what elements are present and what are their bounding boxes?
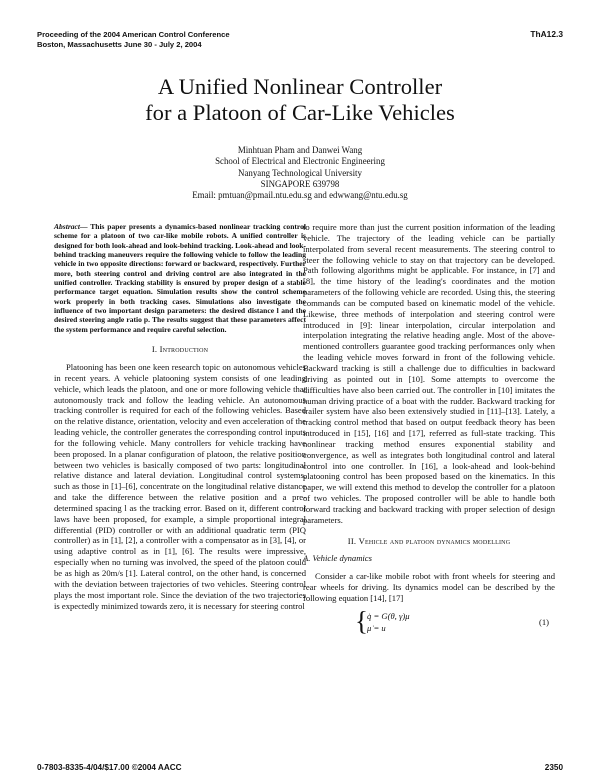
page-number: 2350: [544, 763, 563, 772]
author-email: Email: pmtuan@pmail.ntu.edu.sg and edwwang@ntu.edu.sg: [192, 190, 408, 201]
equation-number: (1): [538, 616, 549, 627]
subsection-heading: A. Vehicle dynamics: [303, 553, 372, 564]
equation-line-1: q̇ = G(θ, γ)μ: [367, 610, 410, 621]
author-names: Minhtuan Pham and Danwei Wang: [237, 145, 363, 155]
conference-location: Boston, Massachusetts June 30 - July 2, 2004: [37, 39, 202, 49]
title-line-1: A Unified Nonlinear Controller: [157, 74, 443, 99]
dynamics-paragraph: Consider a car-like mobile robot with front wheels for steering and rear wheels for driving. Its dynamics model can be described by the following equation [14], [17]: [303, 571, 555, 603]
page-footer: [37, 763, 563, 772]
section-heading-introduction: [54, 344, 306, 355]
section-heading-dynamics: [303, 536, 555, 547]
section-title: Vehicle and platoon dynamics modelling: [358, 535, 511, 546]
intro-paragraph-1: Platooning has been one keen research topic on autonomous vehicles in recent years. A vehicle platooning system consists of one leading vehicle, which leads the platoon, and one or more following vehicle that autonomously track and follow the leading vehicle. An autonomous tracking controller is required for each of the following vehicles. Based on the relative distance, orientation, velocity and even acceleration of the leading vehicle, the controller generates the corresponding control inputs for the following vehicle. Many controllers for vehicle tracking have been proposed. In a planar configuration of platoon, the relative position between two vehicles is basically composed of two parts: longitudinal relative distance and lateral deviation. Longitudinal control systems, such as those in [1]–[6], concentrate on the longitudinal relative distance and take the difference between the relative position and a pre-determined spacing l as the tracking error. Based on it, different control laws have been proposed, for example, a simple proportional integral differential (PID) controller or with an additional quadratic term (PIQ controller) as in [1], [2], a controller with a compensator as in [3], [4], or using adaptive control as in [1], [6]. The results were impressive, especially when no turning was involved, the speed of the platoon could be as high as 20m/s [1]. Lateral control, on the other hand, is concerned with the deviation between trajectories of two vehicles. Steering control plays the most important role. Since the deviation of the two trajectories is expectedly minimized towards zero, it is necessary for steering control: [54, 361, 306, 611]
left-column: [54, 222, 306, 611]
affiliation-country: SINGAPORE 639798: [260, 178, 340, 189]
equation-1: [303, 605, 555, 636]
author-block: [0, 145, 600, 201]
section-title: Introduction: [159, 344, 209, 355]
abstract-text: — This paper presents a dynamics-based nonlinear tracking control scheme for a platoon of two car-like mobile robots. A unified controller is designed for both look-ahead and look-behind tracking. Look-ahead and look-behind tracking maneuvers require the following vehicle to follow the leading vehicle in two opposite directions: forward or backward, respectively. Further more, both steering control and driving control are also integrated in the unified controller. Tracking stability is ensured by proper design of a stable performance target equation. Simulation results show the control scheme work properly in both tracking cases. Simulations also investigate the influence of two important design parameters: the desired distance l and the desired steering angle ratio p. The results suggest that these parameters affect the system performance and require careful selection.: [54, 222, 306, 334]
affiliation-university: Nanyang Technological University: [238, 167, 362, 178]
equation-line-2: μ̇ = u: [367, 622, 386, 633]
abstract: [54, 222, 306, 334]
session-code: ThA12.3: [530, 29, 563, 39]
section-number: II.: [347, 535, 357, 546]
conference-name: Proceeding of the 2004 American Control Conference: [37, 30, 230, 39]
intro-paragraph-2: to require more than just the current position information of the leading vehicle. The trajectory of the leading vehicle can be partially interpolated from several recent measurements. The steering control to steer the following vehicle to stay on that trajectory can be developed. Path following algorithms might be applicable. For instance, in [7] and [8], the time history of the leading's coordinates and the motion parameters of the following vehicle are recorded. Using this, the steering commands can be computed based on kinematic model of the vehicle. Likewise, three methods of interpolation and steering control were introduced in [9]: linear interpolation, circular interpolation and interpolation integrating the relative heading angle. Most of the above-mentioned controllers guarantee good tracking performances only when the leading vehicle moves forward in front of the following vehicle. Backward tracking is still a challenge due to difficulties in backward driving as pointed out in [10]. Some attempts to overcome the difficulties have also been carried out. The controller in [10] imitates the human driving practice of a boat with the rudder. Backward tracking for trailer system have also been extensively studied in [11]–[13]. Lately, a tracking control method that based on output feedback theory has been introduced in [15], [16] and [17], referred as full-state tracking. This nonlinear tracking method ensures exponential stability and convergence, as well as integrates both longitudinal control and lateral control into one controller. In [16], a look-ahead and look-behind platooning control has been proposed based on the kinematics. In this paper, we will extend this method to develop the controller for a platoon of two vehicles. The proposed controller will be able to handle both forward tracking and backward tracking with proper selection of design parameters.: [303, 222, 555, 525]
section-number: I.: [151, 344, 158, 355]
right-column: [303, 222, 555, 636]
left-brace: {: [355, 605, 368, 636]
affiliation-school: School of Electrical and Electronic Engineering: [215, 156, 385, 167]
running-header: [37, 30, 563, 49]
title-line-2: for a Platoon of Car-Like Vehicles: [145, 100, 455, 125]
isbn-copyright: 0-7803-8335-4/04/$17.00 ©2004 AACC: [37, 763, 182, 772]
paper-title: [0, 74, 600, 126]
abstract-label: Abstract: [54, 222, 80, 231]
